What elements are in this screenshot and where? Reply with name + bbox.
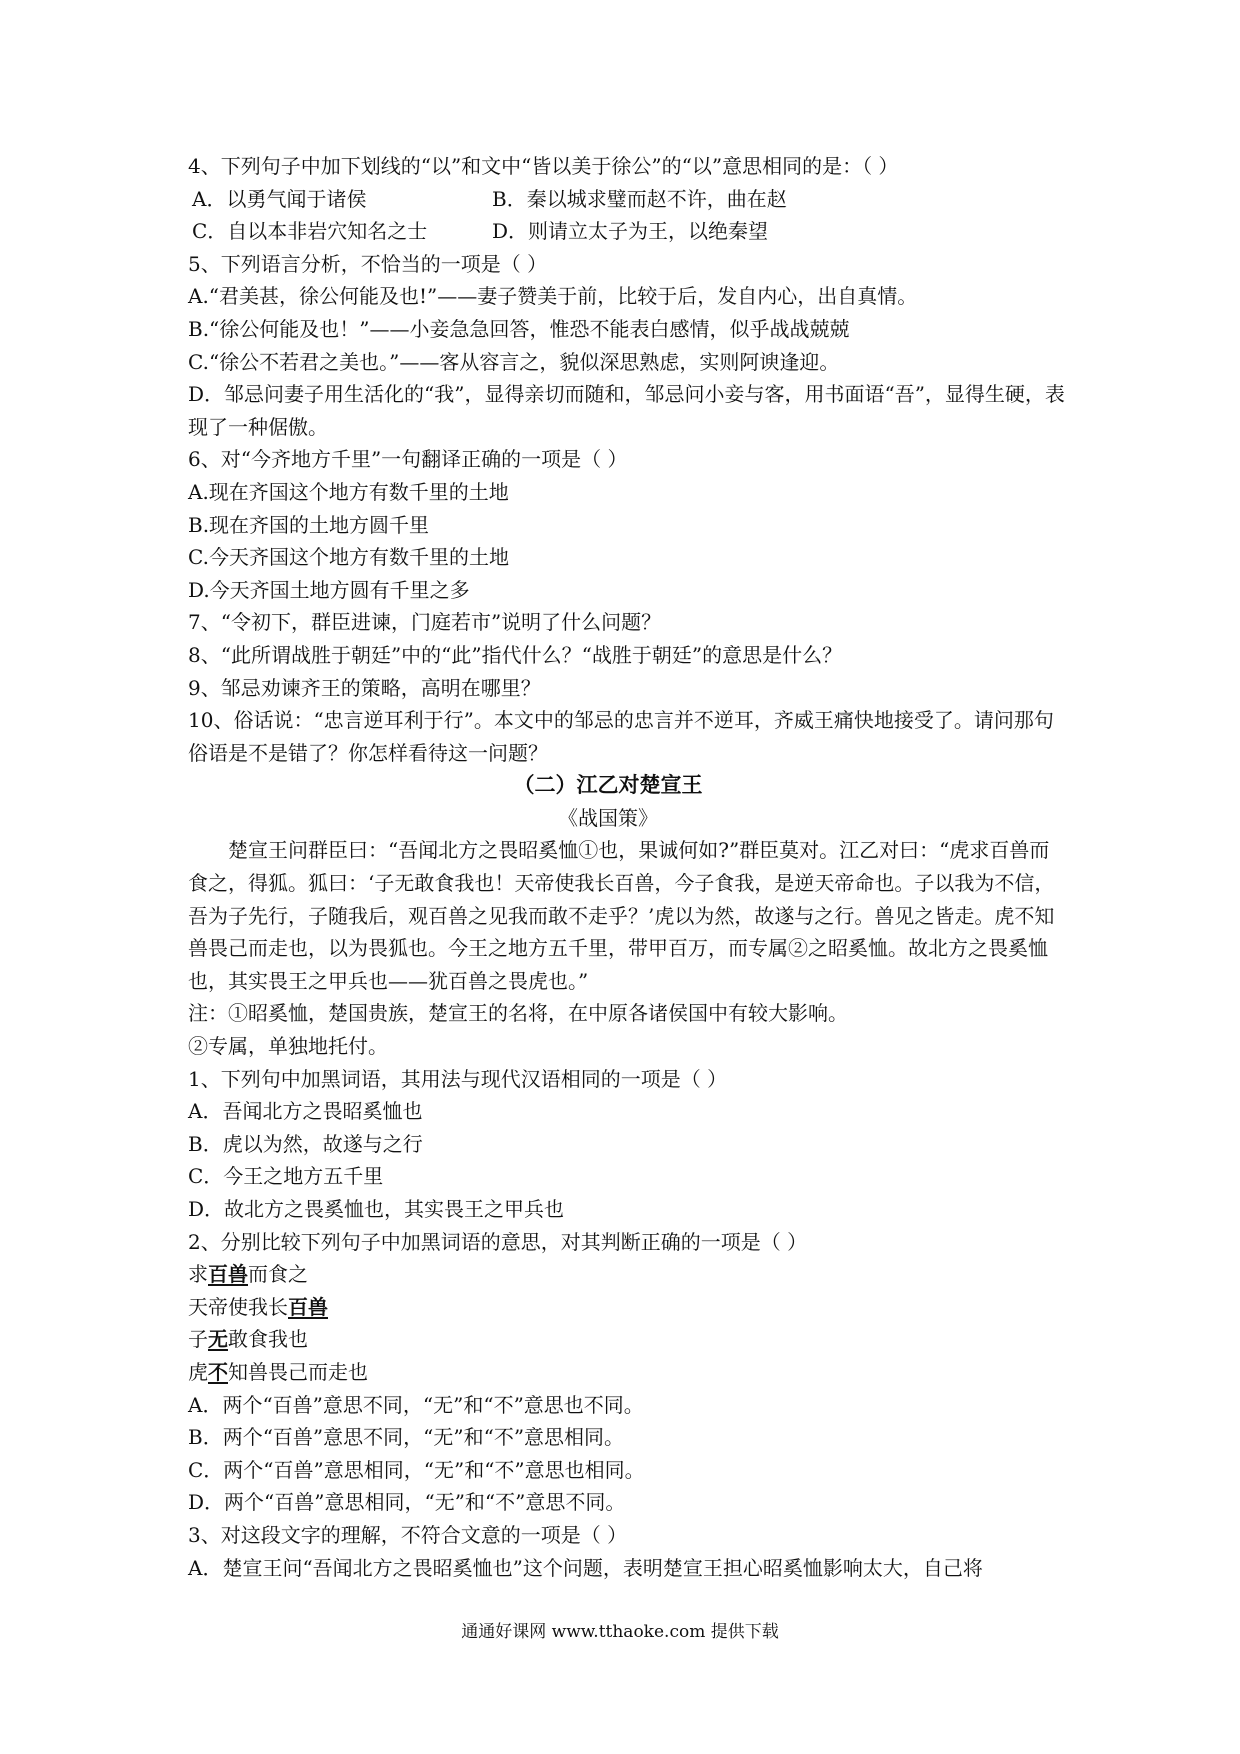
q6-option-b: B.现在齐国的土地方圆千里 <box>188 512 430 537</box>
s2q2-sentence-3 <box>188 1323 1068 1356</box>
section2-passage: 楚宣王问群臣曰：“吾闻北方之畏昭奚恤①也，果诚何如?”群臣莫对。江乙对曰：“虎求百兽而食之，得狐。狐曰：‘子无敢食我也！天帝使我长百兽，今子食我，是逆天帝命也。子以我为不信，吾为子先行，子随我后，观百兽之见我而敢不走乎？’虎以为然，故遂与之行。兽见之皆走。虎不知兽畏己而走也，以为畏狐也。今王之地方五千里，带甲百万，而专属②之昭奚恤。故北方之畏奚恤也，其实畏王之甲兵也——犹百兽之畏虎也。” <box>188 838 1055 993</box>
q10: 10、俗话说：“忠言逆耳利于行”。本文中的邹忌的忠言并不逆耳，齐威王痛快地接受了。请问那句俗语是不是错了？你怎样看待这一问题？ <box>188 708 1054 765</box>
s2q2-s1-post: 而食之 <box>248 1262 308 1287</box>
s2q2-s4-post: 知兽畏己而走也 <box>228 1359 368 1384</box>
q5-option-c: C.“徐公不若君之美也。”——客从容言之，貌似深思熟虑，实则阿谀逢迎。 <box>188 349 840 374</box>
q8: 8、“此所谓战胜于朝廷”中的“此”指代什么？“战胜于朝廷”的意思是什么？ <box>188 642 843 667</box>
q6-stem: 6、对“今齐地方千里”一句翻译正确的一项是（ ） <box>188 447 628 472</box>
s2q1-option-a: A．吾闻北方之畏昭奚恤也 <box>188 1099 423 1124</box>
s2q2-sentence-2 <box>188 1291 1068 1324</box>
section2-source: 《战国策》 <box>558 805 658 830</box>
q4-options-ab <box>188 183 1068 216</box>
section2-title: （二）江乙对楚宣王 <box>513 772 703 798</box>
q4-options-cd <box>188 215 1068 248</box>
s2q2-s3-pre: 子 <box>188 1327 208 1352</box>
q4-option-a: A．以勇气闻于诸侯 <box>192 186 367 211</box>
q5-option-a: A.“君美甚，徐公何能及也!”——妻子赞美于前，比较于后，发自内心，出自真情。 <box>188 284 918 309</box>
s2q2-s1-pre: 求 <box>188 1262 208 1287</box>
q7: 7、“令初下，群臣进谏，门庭若市”说明了什么问题？ <box>188 610 662 635</box>
q4-option-c: C．自以本非岩穴知名之士 <box>192 219 428 244</box>
s2q2-option-c: C．两个“百兽”意思相同，“无”和“不”意思也相同。 <box>188 1457 645 1482</box>
q5-option-d: D．邹忌问妻子用生活化的“我”，显得亲切而随和，邹忌问小妾与客，用书面语“吾”，显得生硬，表现了一种倨傲。 <box>188 382 1065 439</box>
s2q3-stem: 3、对这段文字的理解，不符合文意的一项是（ ） <box>188 1522 628 1547</box>
s2q1-option-d: D．故北方之畏奚恤也，其实畏王之甲兵也 <box>188 1197 565 1221</box>
q5-stem: 5、下列语言分析，不恰当的一项是（ ） <box>188 251 548 276</box>
q4-option-b: B．秦以城求璧而赵不许，曲在赵 <box>492 186 787 211</box>
s2q2-s2-pre: 天帝使我长 <box>188 1294 288 1319</box>
q9: 9、邹忌劝谏齐王的策略，高明在哪里？ <box>188 675 541 700</box>
q6-option-d: D.今天齐国土地方圆有千里之多 <box>188 577 470 602</box>
s2q1-option-b: B．虎以为然，故遂与之行 <box>188 1131 423 1156</box>
s2q1-stem: 1、下列句中加黑词语，其用法与现代汉语相同的一项是（ ） <box>188 1066 728 1091</box>
s2q2-sentence-4 <box>188 1356 1068 1389</box>
q4-stem: 4、下列句子中加下划线的“以”和文中“皆以美于徐公”的“以”意思相同的是：（ ） <box>188 154 899 178</box>
section2-note1: 注：①昭奚恤，楚国贵族，楚宣王的名将，在中原各诸侯国中有较大影响。 <box>188 1001 848 1026</box>
page-footer: 通通好课网 www.tthaoke.com 提供下载 <box>461 1622 779 1642</box>
q5-option-b: B.“徐公何能及也！”——小妾急急回答，惟恐不能表白感情，似乎战战兢兢 <box>188 316 850 341</box>
s2q2-s2-marked: 百兽 <box>288 1294 328 1319</box>
q6-option-a: A.现在齐国这个地方有数千里的土地 <box>188 479 509 504</box>
s2q2-option-b: B．两个“百兽”意思不同，“无”和“不”意思相同。 <box>188 1425 625 1450</box>
q4-option-d: D．则请立太子为王，以绝秦望 <box>492 219 769 244</box>
s2q2-option-a: A．两个“百兽”意思不同，“无”和“不”意思也不同。 <box>188 1392 644 1417</box>
document-content <box>188 150 1068 1584</box>
q6-option-c: C.今天齐国这个地方有数千里的土地 <box>188 545 509 570</box>
s2q2-s3-post: 敢食我也 <box>228 1327 308 1352</box>
s2q3-option-a: A．楚宣王问“吾闻北方之畏昭奚恤也”这个问题，表明楚宣王担心昭奚恤影响太大，自己将 <box>188 1555 983 1580</box>
s2q2-s3-marked: 无 <box>208 1327 228 1352</box>
s2q2-option-d: D．两个“百兽”意思相同，“无”和“不”意思不同。 <box>188 1490 626 1515</box>
s2q2-stem: 2、分别比较下列句子中加黑词语的意思，对其判断正确的一项是（ ） <box>188 1229 808 1254</box>
s2q2-s4-pre: 虎 <box>188 1359 208 1384</box>
s2q2-s4-marked: 不 <box>208 1359 228 1384</box>
s2q2-sentence-1 <box>188 1258 1068 1291</box>
section2-note2: ②专属，单独地托付。 <box>188 1034 388 1059</box>
s2q1-option-c: C．今王之地方五千里 <box>188 1164 384 1189</box>
s2q2-s1-marked: 百兽 <box>208 1262 248 1287</box>
